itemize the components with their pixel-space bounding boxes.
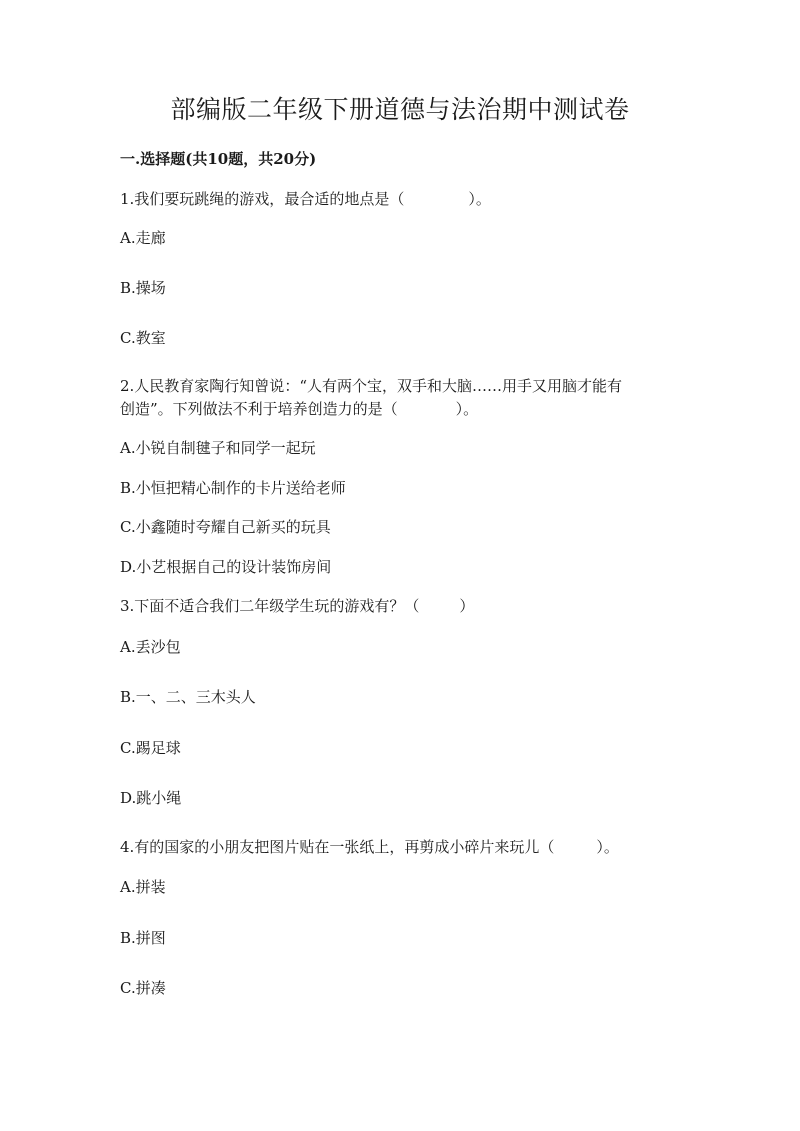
question-4-stem: 4.有的国家的小朋友把图片贴在一张纸上，再剪成小碎片来玩儿（ ）。 — [120, 838, 619, 856]
question-3-option-c[interactable]: C.踢足球 — [120, 739, 181, 757]
section-heading: 一.选择题(共10题，共20分) — [120, 150, 317, 168]
question-2-option-d[interactable]: D.小艺根据自己的设计装饰房间 — [120, 558, 332, 576]
question-2-option-a[interactable]: A.小锐自制毽子和同学一起玩 — [120, 439, 316, 457]
page-title: 部编版二年级下册道德与法治期中测试卷 — [170, 95, 630, 124]
question-4-option-c[interactable]: C.拼凑 — [120, 979, 166, 997]
question-2-option-b[interactable]: B.小恒把精心制作的卡片送给老师 — [120, 479, 346, 497]
question-3-option-b[interactable]: B.一、二、三木头人 — [120, 688, 256, 706]
question-4-option-b[interactable]: B.拼图 — [120, 929, 166, 947]
question-1-option-c[interactable]: C.教室 — [120, 329, 166, 347]
question-4-option-a[interactable]: A.拼装 — [120, 878, 166, 896]
question-2-option-c[interactable]: C.小鑫随时夸耀自己新买的玩具 — [120, 518, 331, 536]
question-2-stem-line2: 创造”。下列做法不利于培养创造力的是（ ）。 — [120, 400, 479, 418]
question-3-option-a[interactable]: A.丢沙包 — [120, 638, 181, 656]
question-1-option-b[interactable]: B.操场 — [120, 279, 166, 297]
question-1-option-a[interactable]: A.走廊 — [120, 229, 166, 247]
question-3-option-d[interactable]: D.跳小绳 — [120, 789, 182, 807]
question-1-stem: 1.我们要玩跳绳的游戏，最合适的地点是（ ）。 — [120, 190, 491, 208]
question-3-stem: 3.下面不适合我们二年级学生玩的游戏有？（ ） — [120, 597, 475, 615]
question-2-stem-line1: 2.人民教育家陶行知曾说：“人有两个宝，双手和大脑……用手又用脑才能有 — [120, 377, 622, 395]
